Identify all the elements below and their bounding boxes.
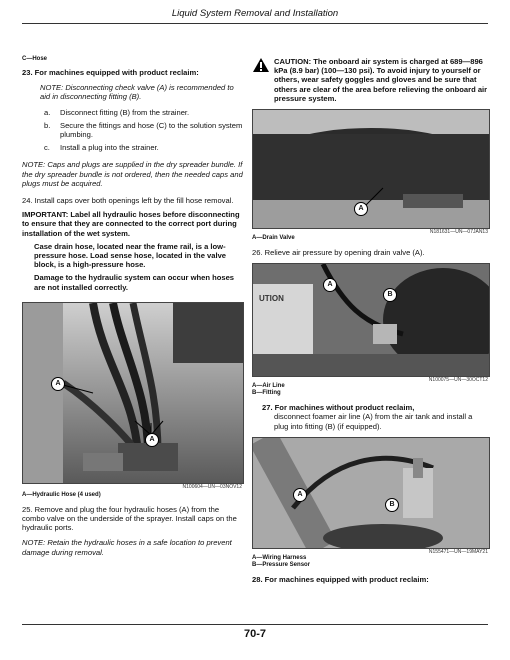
drain-valve-image (253, 110, 489, 228)
figure-id-4: N155471—UN—19MAY21 (428, 548, 488, 555)
fitting-caption: B—Fitting (252, 390, 281, 397)
caution-block (252, 57, 488, 103)
drain-valve-photo (252, 109, 490, 229)
figure-id-3: N100075—UN—30OCT12 (428, 377, 488, 384)
substep-b-letter: b. (44, 120, 51, 130)
callout-b-fitting: B (383, 288, 397, 302)
caution-text: CAUTION: The onboard air system is charged at 689—896 kPa (8.9 bar) (100—130 psi). To avoid injury to yourself or others, wear safety goggles and gloves and be sure that others are clear of the area before relieving the onboard air pressure system. (274, 57, 488, 103)
page-header: Liquid System Removal and Installation (171, 8, 339, 19)
note-25: NOTE: Retain the hydraulic hoses in a safe location to prevent damage during removal. (22, 538, 232, 557)
step-27-body: disconnect foamer air line (A) from the air tank and install a plug into fitting (B) (if equipped). (274, 412, 473, 431)
step-23: 23. For machines equipped with product reclaim: (22, 68, 199, 77)
hydraulic-hoses-photo (22, 302, 244, 484)
right-column (252, 30, 488, 584)
hose-caption: C—Hose (22, 56, 48, 62)
step-27-title: 27. For machines without product reclaim, (262, 403, 415, 413)
pressure-sensor-photo (252, 437, 490, 549)
page-number: 70-7 (243, 628, 267, 640)
callout-a-2: A (145, 433, 159, 447)
substep-b (44, 121, 244, 139)
callout-a-1: A (51, 377, 65, 391)
step-24: 24. Install caps over both openings left by the fill hose removal. (22, 196, 234, 206)
callout-b-sensor: B (385, 498, 399, 512)
step-28: 28. For machines equipped with product reclaim: (252, 574, 429, 584)
figure-id-2: N181631—UN—07JAN13 (429, 229, 488, 236)
air-line-caption: A—Air Line (252, 383, 285, 390)
hydraulic-hose-caption: A—Hydraulic Hose (4 used) (22, 491, 101, 498)
callout-a-airline: A (323, 278, 337, 292)
important-2: Case drain hose, located near the frame rail, is a low-pressure hose. Load sense hose, located in the valve block, is a high-pressure hose. (34, 241, 227, 270)
footer-rule (22, 624, 488, 625)
pressure-sensor-caption: B—Pressure Sensor (252, 561, 311, 568)
drain-valve-caption: A—Drain Valve (252, 235, 295, 242)
decal-text: UTION (259, 294, 284, 304)
substep-b-text: Secure the fittings and hose (C) to the solution system plumbing. (60, 120, 243, 140)
substep-a (44, 108, 244, 117)
substep-a-letter: a. (44, 107, 51, 117)
substep-c-letter: c. (44, 143, 50, 153)
callout-a-drain: A (354, 202, 368, 216)
left-column (22, 30, 244, 557)
header-rule (22, 23, 488, 24)
note-23: NOTE: Disconnecting check valve (A) is recommended to aid in disconnecting fitting (B). (40, 83, 234, 102)
callout-a-harness: A (293, 488, 307, 502)
note-caps: NOTE: Caps and plugs are supplied in the dry spreader bundle. If the dry spreader bundle is not ordered, then the needed caps and plugs must be acquired. (22, 160, 243, 188)
warning-icon (252, 57, 270, 73)
air-line-photo (252, 263, 490, 377)
substep-c-text: Install a plug into the strainer. (60, 143, 159, 153)
step-26: 26. Relieve air pressure by opening drain valve (A). (252, 248, 425, 258)
important-1: IMPORTANT: Label all hydraulic hoses before disconnecting to ensure that they are connected to the correct port during installation of the wet system. (22, 210, 240, 238)
pressure-sensor-image (253, 438, 489, 548)
air-line-image (253, 264, 489, 376)
substep-a-text: Disconnect fitting (B) from the strainer. (60, 107, 190, 117)
figure-id-1: N100604—UN—03NOV12 (182, 483, 242, 490)
important-3: Damage to the hydraulic system can occur when hoses are not installed correctly. (34, 273, 235, 292)
wiring-harness-caption: A—Wiring Harness (252, 554, 307, 561)
hydraulic-hoses-image (23, 303, 243, 483)
substep-c (44, 143, 244, 152)
step-25: 25. Remove and plug the four hydraulic hoses (A) from the combo valve on the underside of the sprayer. Install caps on the hydraulic ports. (22, 504, 237, 533)
